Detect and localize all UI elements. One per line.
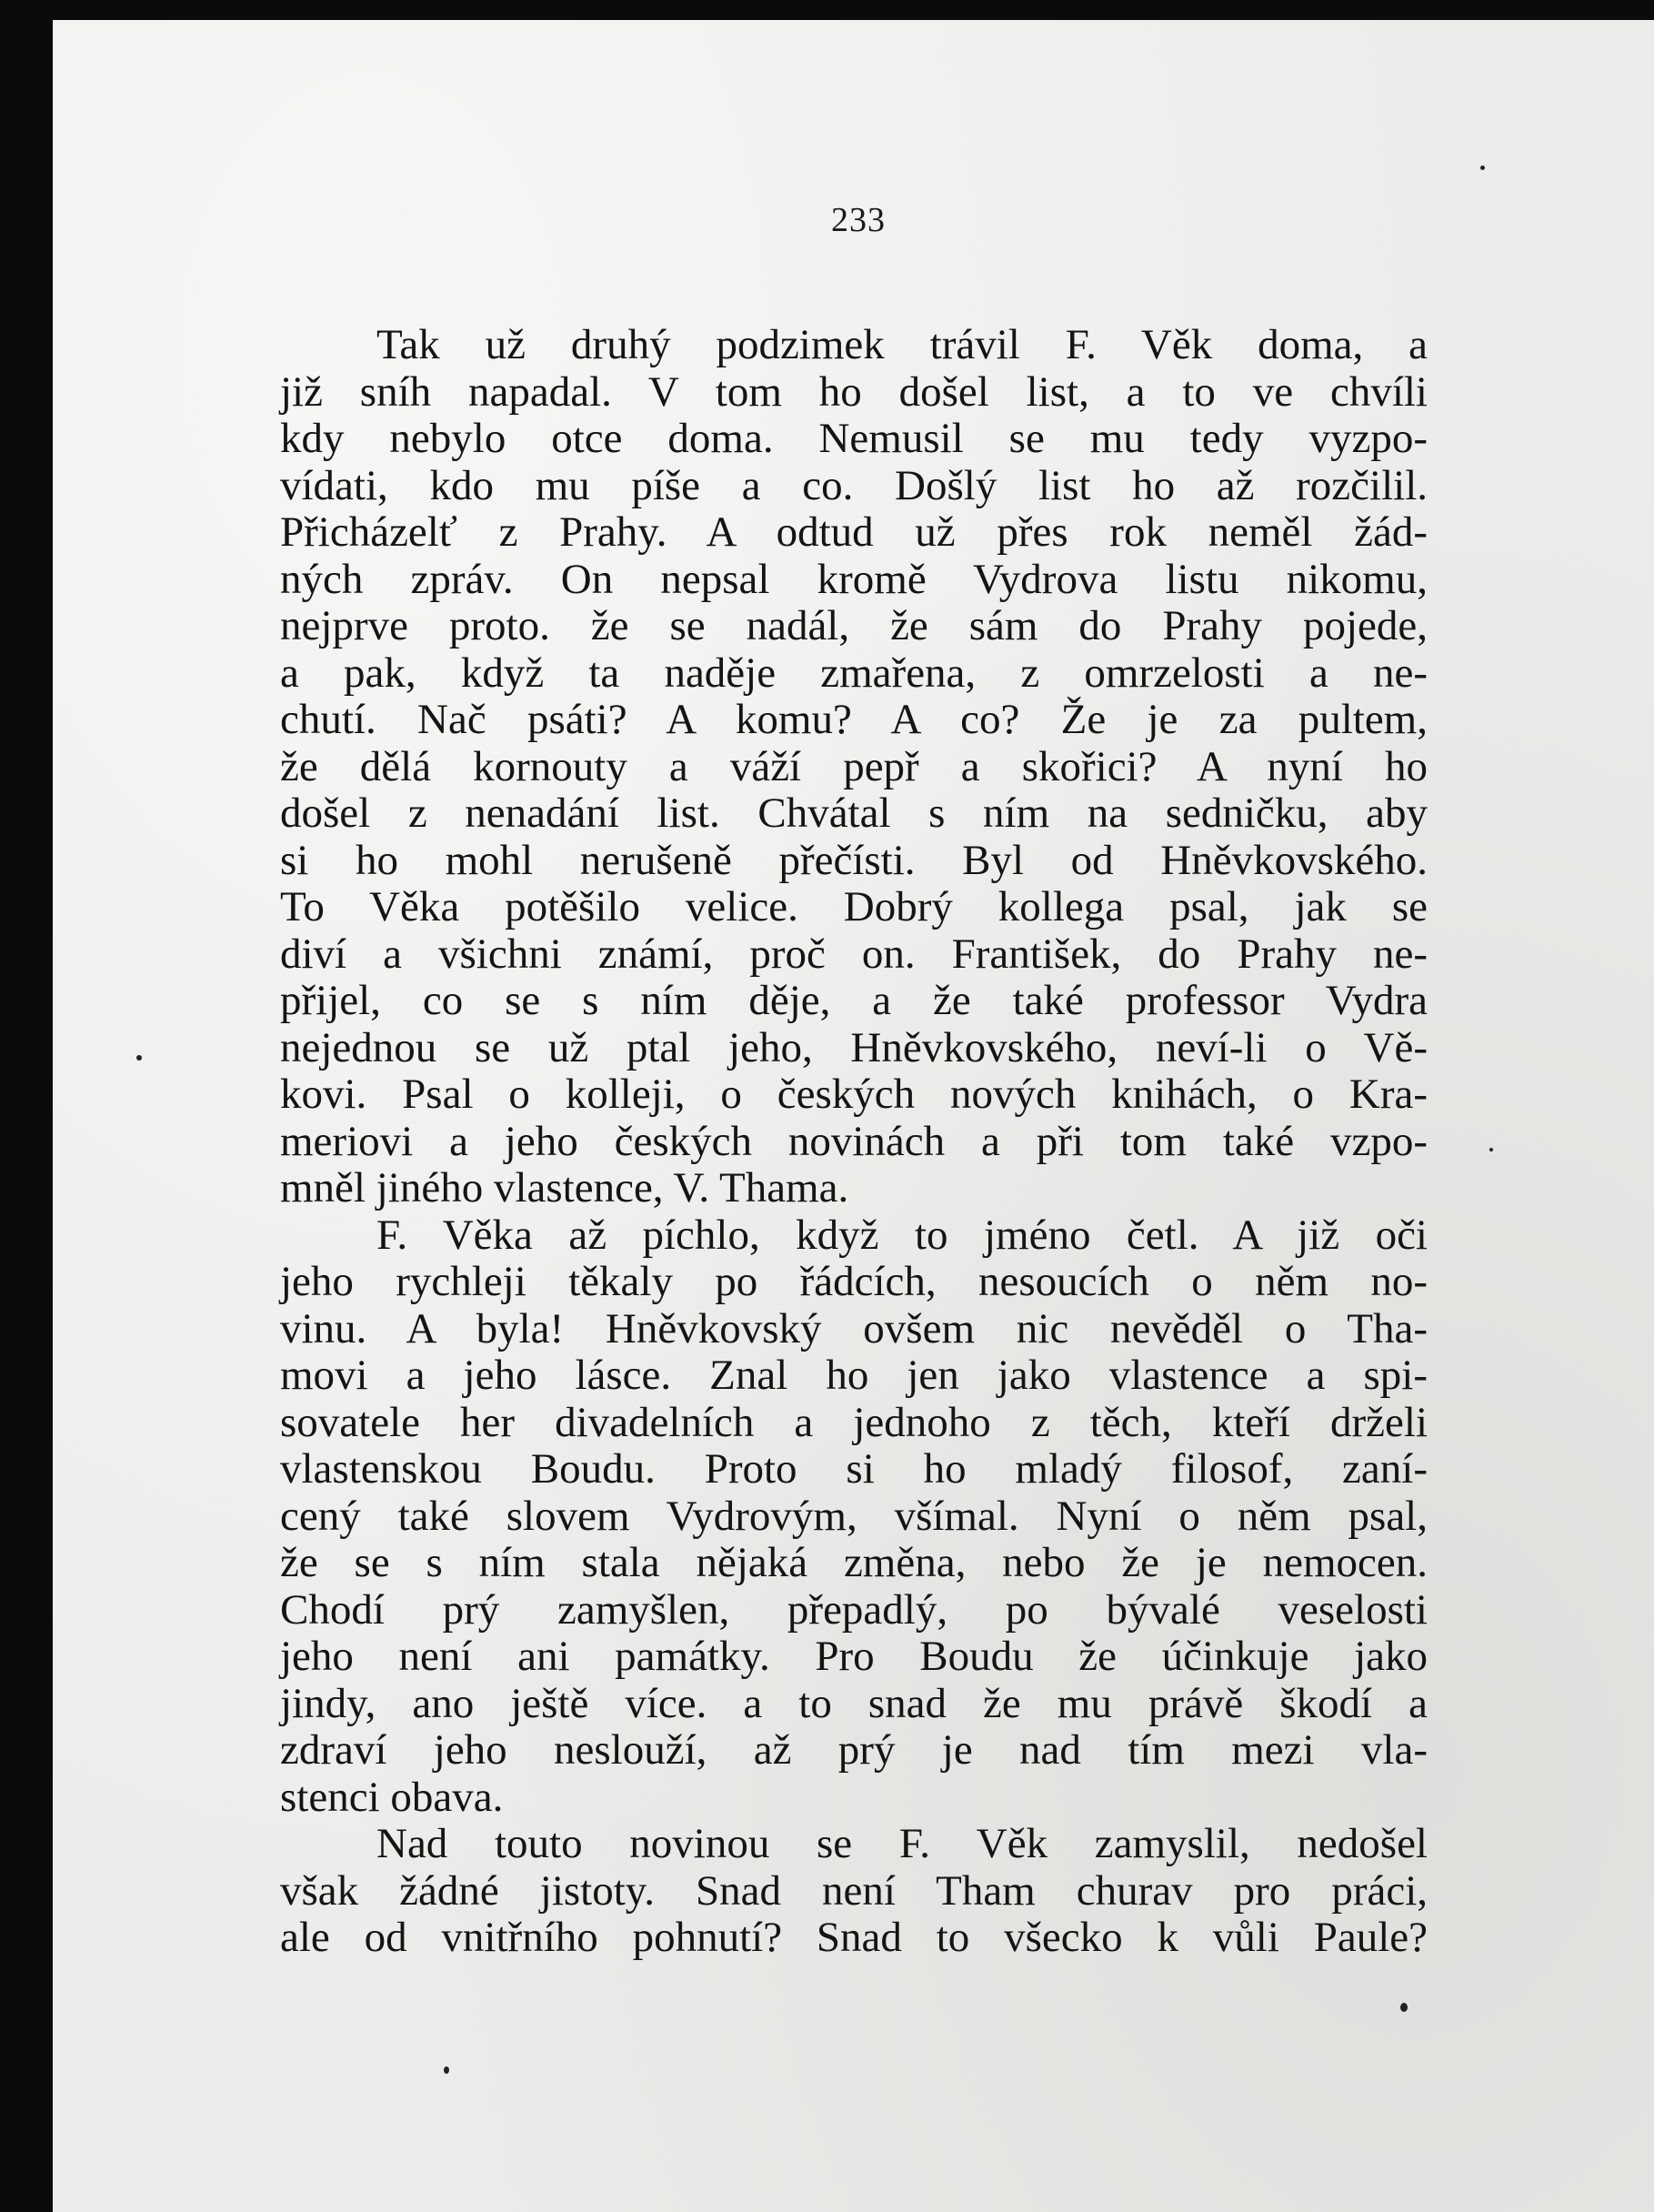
scan-speck bbox=[136, 1055, 142, 1061]
scan-speck bbox=[1480, 166, 1485, 170]
book-page bbox=[53, 20, 1654, 2212]
text-line: nejednou se už ptal jeho, Hněvkovského, neví-li o Vě- bbox=[280, 1023, 1428, 1071]
text-line: diví a všichni známí, proč on. František, do Prahy ne- bbox=[280, 930, 1428, 978]
text-line: přijel, co se s ním děje, a že také professor Vydra bbox=[280, 977, 1428, 1024]
scan-top-border bbox=[0, 0, 1654, 20]
text-line: vlastenskou Boudu. Proto si ho mladý filosof, zaní- bbox=[280, 1445, 1428, 1493]
scan-speck bbox=[1400, 2003, 1408, 2012]
text-line: došel z nenadání list. Chvátal s ním na sedničku, aby bbox=[280, 789, 1428, 837]
text-line: F. Věka až píchlo, když to jméno četl. A již oči bbox=[376, 1211, 1428, 1259]
text-line: Tak už druhý podzimek trávil F. Věk doma, a bbox=[376, 321, 1428, 368]
text-line: nejprve proto. že se nadál, že sám do Prahy pojede, bbox=[280, 602, 1428, 649]
text-line: si ho mohl nerušeně přečísti. Byl od Hněvkovského. bbox=[280, 836, 1428, 884]
text-line: To Věka potěšilo velice. Dobrý kollega psal, jak se bbox=[280, 883, 1428, 930]
text-line: Přicházelť z Prahy. A odtud už přes rok neměl žád- bbox=[280, 508, 1428, 556]
scan-left-border bbox=[0, 0, 53, 2212]
text-line: jeho rychleji těkaly po řádcích, nesoucích o něm no- bbox=[280, 1258, 1428, 1305]
text-line: kdy nebylo otce doma. Nemusil se mu tedy vyzpo- bbox=[280, 415, 1428, 462]
text-line: však žádné jistoty. Snad není Tham churav pro práci, bbox=[280, 1866, 1428, 1915]
text-line: zdraví jeho neslouží, až prý je nad tím mezi vla- bbox=[280, 1726, 1428, 1774]
scan-speck bbox=[1489, 1148, 1493, 1151]
text-line: Chodí prý zamyšlen, přepadlý, po bývalé veselosti bbox=[280, 1585, 1428, 1634]
text-line: stenci obava. bbox=[280, 1773, 504, 1821]
text-line: kovi. Psal o kolleji, o českých nových knihách, o Kra- bbox=[280, 1071, 1428, 1118]
text-line: že dělá kornouty a váží pepř a skořici? A nyní ho bbox=[280, 742, 1428, 790]
scan-speck bbox=[444, 2066, 449, 2074]
page-number: 233 bbox=[831, 201, 886, 239]
text-line: vinu. A byla! Hněvkovský ovšem nic nevěděl o Tha- bbox=[280, 1304, 1428, 1352]
text-line: ale od vnitřního pohnutí? Snad to všecko k vůli Paule? bbox=[280, 1914, 1428, 1961]
text-line: jeho není ani památky. Pro Boudu že účinkuje jako bbox=[280, 1633, 1428, 1680]
text-line: vídati, kdo mu píše a co. Došlý list ho až rozčilil. bbox=[280, 461, 1428, 509]
text-line: mněl jiného vlastence, V. Thama. bbox=[280, 1164, 849, 1212]
body-text bbox=[280, 322, 1428, 1962]
text-line: movi a jeho lásce. Znal ho jen jako vlastence a spi- bbox=[280, 1352, 1428, 1399]
text-line: ných zpráv. On nepsal kromě Vydrova listu nikomu, bbox=[280, 555, 1428, 603]
text-line: že se s ním stala nějaká změna, nebo že je nemocen. bbox=[280, 1539, 1428, 1586]
text-line: a pak, když ta naděje zmařena, z omrzelosti a ne- bbox=[280, 649, 1428, 697]
text-line: meriovi a jeho českých novinách a při tom také vzpo- bbox=[280, 1117, 1428, 1165]
text-line: chutí. Nač psáti? A komu? A co? Že je za pultem, bbox=[280, 696, 1428, 743]
text-line: Nad touto novinou se F. Věk zamyslil, nedošel bbox=[376, 1820, 1428, 1867]
text-line: sovatele her divadelních a jednoho z těch, kteří drželi bbox=[280, 1398, 1428, 1446]
text-line: již sníh napadal. V tom ho došel list, a to ve chvíli bbox=[280, 367, 1428, 416]
text-line: cený také slovem Vydrovým, všímal. Nyní o něm psal, bbox=[280, 1492, 1428, 1540]
text-line: jindy, ano ještě více. a to snad že mu právě škodí a bbox=[280, 1679, 1428, 1727]
